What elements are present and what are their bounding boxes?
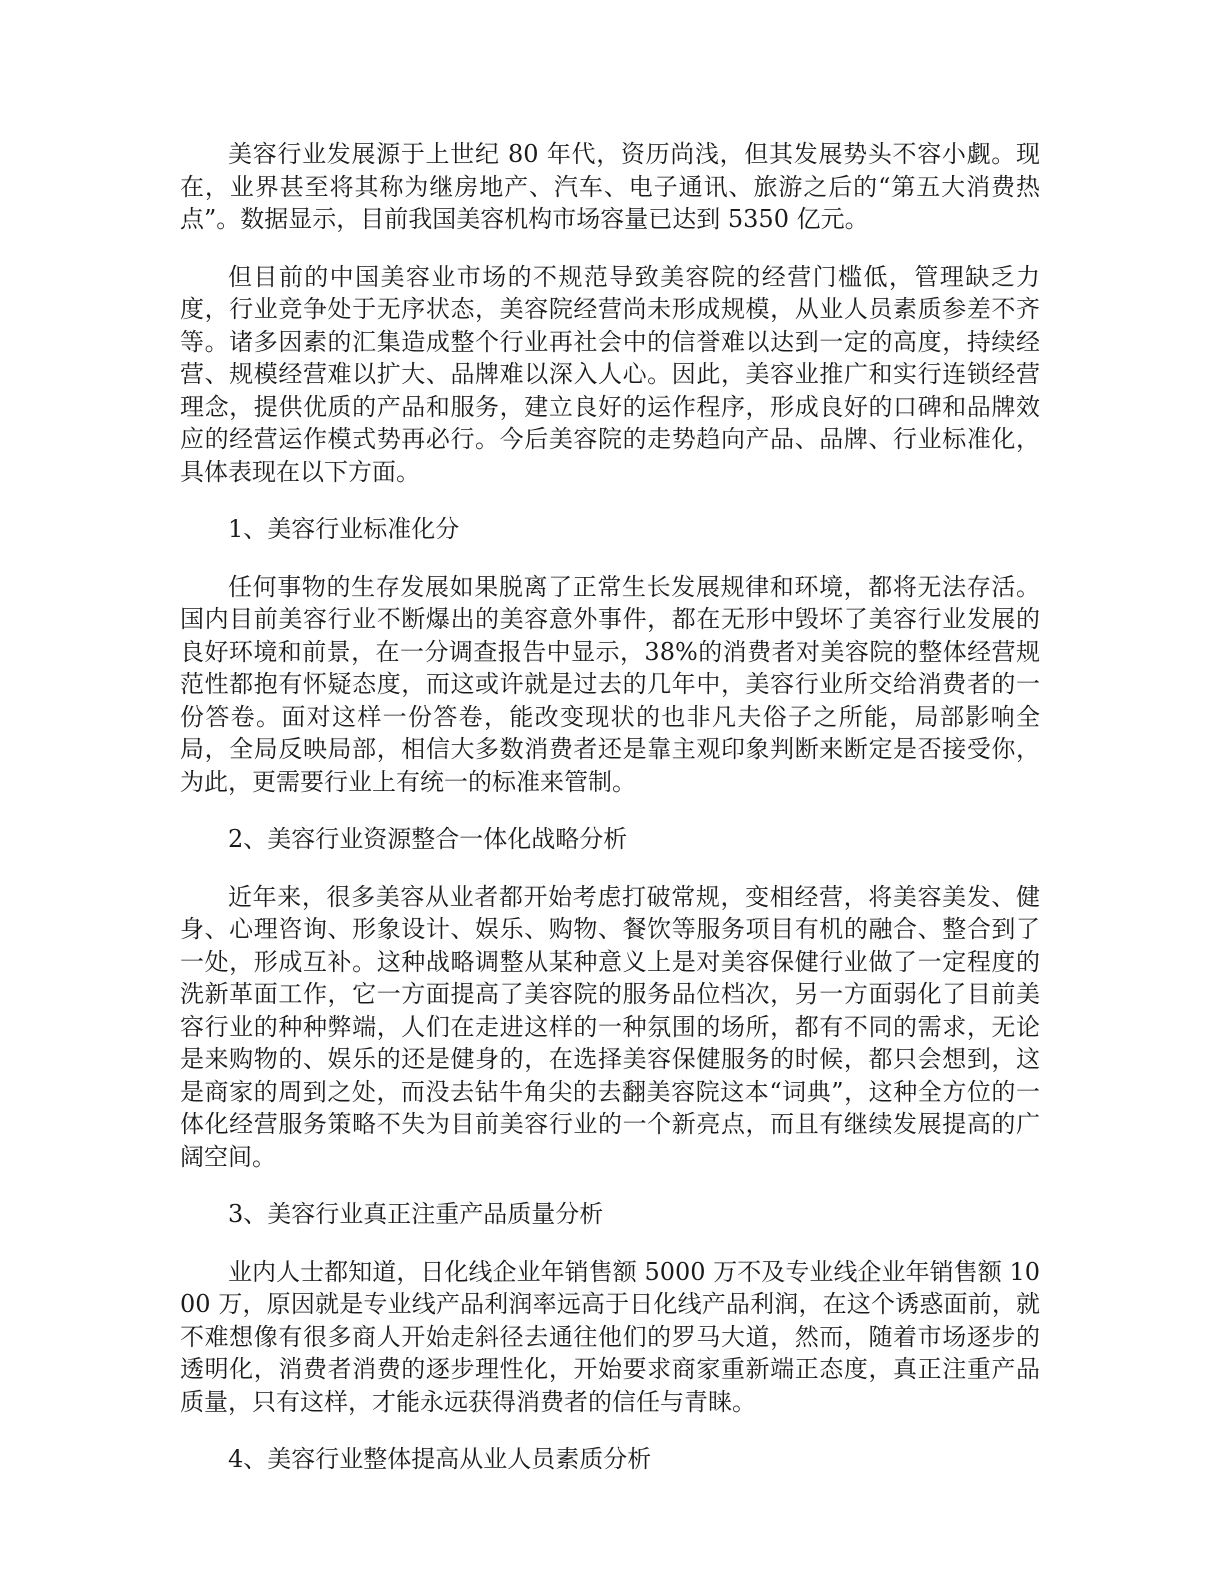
section-3-paragraph: 业内人士都知道，日化线企业年销售额 5000 万不及专业线企业年销售额 1000 万，原因就是专业线产品利润率远高于日化线产品利润，在这个诱惑面前，就不难想像有很多商人开始走斜径去通往他们的罗马大道，然而，随着市场逐步的透明化，消费者消费的逐步理性化，开始要求商家重新端正态度，真正注重产品质量，只有这样，才能永远获得消费者的信任与青睐。 <box>180 1257 1040 1416</box>
intro-paragraph: 美容行业发展源于上世纪 80 年代，资历尚浅，但其发展势头不容小觑。现在，业界甚至将其称为继房地产、汽车、电子通讯、旅游之后的“第五大消费热点”。数据显示，目前我国美容机构市场容量已达到 5350 亿元。 <box>180 140 1040 233</box>
section-heading-3: 3、美容行业真正注重产品质量分析 <box>228 1200 604 1228</box>
section-1-paragraph: 任何事物的生存发展如果脱离了正常生长发展规律和环境，都将无法存活。国内目前美容行业不断爆出的美容意外事件，都在无形中毁坏了美容行业发展的良好环境和前景，在一分调查报告中显示，38%的消费者对美容院的整体经营规范性都抱有怀疑态度，而这或许就是过去的几年中，美容行业所交给消费者的一份答卷。面对这样一份答卷，能改变现状的也非凡夫俗子之所能，局部影响全局，全局反映局部，相信大多数消费者还是靠主观印象判断来断定是否接受你，为此，更需要行业上有统一的标准来管制。 <box>180 572 1040 796</box>
document-page <box>180 138 1040 1501</box>
section-heading-2: 2、美容行业资源整合一体化战略分析 <box>228 825 628 853</box>
section-heading-4: 4、美容行业整体提高从业人员素质分析 <box>228 1445 652 1473</box>
section-2-paragraph: 近年来，很多美容从业者都开始考虑打破常规，变相经营，将美容美发、健身、心理咨询、形象设计、娱乐、购物、餐饮等服务项目有机的融合、整合到了一处，形成互补。这种战略调整从某种意义上是对美容保健行业做了一定程度的洗新革面工作，它一方面提高了美容院的服务品位档次，另一方面弱化了目前美容行业的种种弊端，人们在走进这样的一种氛围的场所，都有不同的需求，无论是来购物的、娱乐的还是健身的，在选择美容保健服务的时候，都只会想到，这是商家的周到之处，而没去钻牛角尖的去翻美容院这本“词典”，这种全方位的一体化经营服务策略不失为目前美容行业的一个新亮点，而且有继续发展提高的广阔空间。 <box>180 882 1040 1171</box>
market-issues-paragraph: 但目前的中国美容业市场的不规范导致美容院的经营门槛低，管理缺乏力度，行业竞争处于无序状态，美容院经营尚未形成规模，从业人员素质参差不齐等。诸多因素的汇集造成整个行业再社会中的信誉难以达到一定的高度，持续经营、规模经营难以扩大、品牌难以深入人心。因此，美容业推广和实行连锁经营理念，提供优质的产品和服务，建立良好的运作程序，形成良好的口碑和品牌效应的经营运作模式势再必行。今后美容院的走势趋向产品、品牌、行业标准化，具体表现在以下方面。 <box>180 262 1040 486</box>
section-heading-1: 1、美容行业标准化分 <box>228 515 460 543</box>
